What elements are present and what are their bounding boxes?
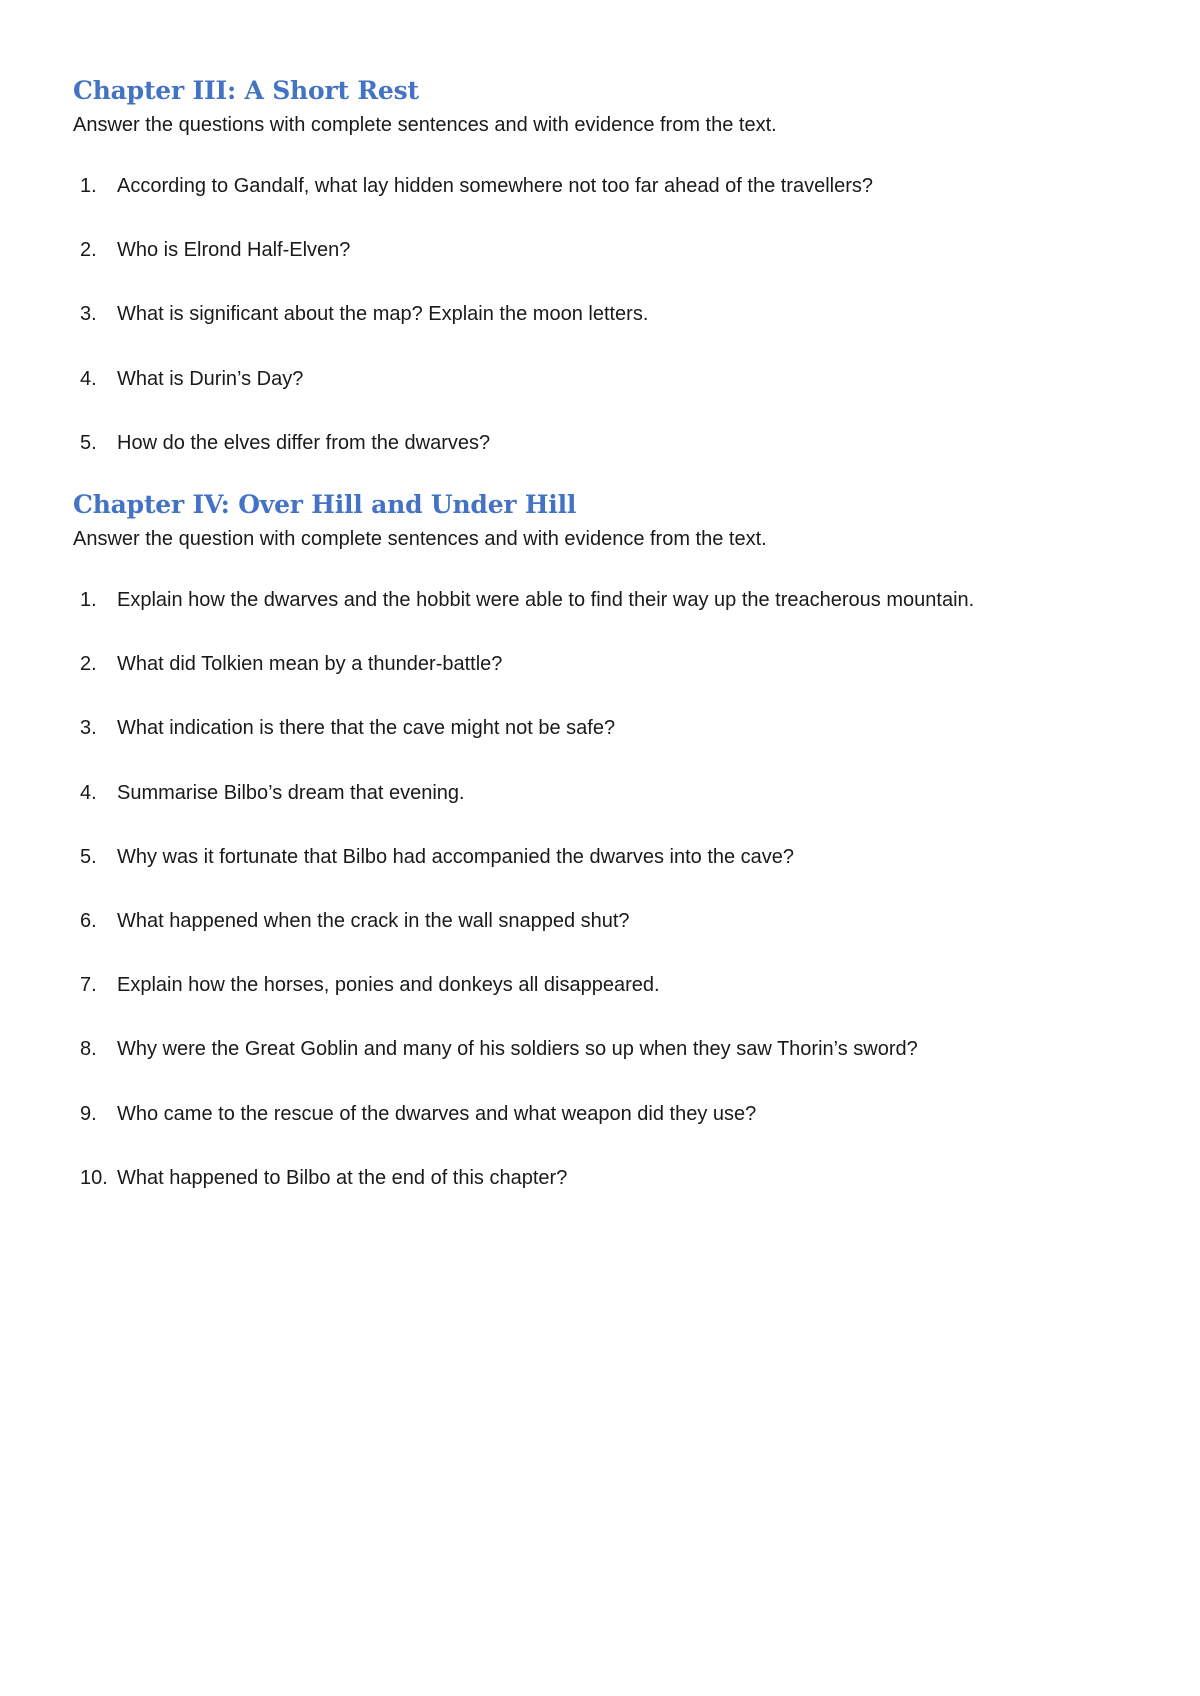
chapter-4-section	[73, 486, 1133, 1230]
question-text: What indication is there that the cave might not be safe?	[117, 717, 616, 740]
question-text: What did Tolkien mean by a thunder-battle?	[117, 653, 503, 676]
question-item	[73, 174, 1133, 238]
question-text: What happened to Bilbo at the end of this chapter?	[117, 1166, 568, 1189]
question-item	[73, 781, 1133, 845]
question-text: According to Gandalf, what lay hidden somewhere not too far ahead of the travellers?	[117, 175, 874, 197]
chapter-4-instructions: Answer the question with complete sentences and with evidence from the text.	[73, 528, 767, 550]
question-number: 4.	[80, 367, 97, 390]
question-text: Why was it fortunate that Bilbo had accompanied the dwarves into the cave?	[117, 845, 795, 868]
question-number: 8.	[80, 1038, 97, 1061]
question-item	[73, 909, 1133, 973]
question-number: 3.	[80, 717, 97, 740]
question-number: 7.	[80, 974, 97, 997]
chapter-3-question-list	[73, 174, 1133, 495]
question-text: What is Durin’s Day?	[117, 367, 304, 390]
chapter-4-title: Chapter IV: Over Hill and Under Hill	[73, 490, 577, 519]
question-item	[73, 973, 1133, 1037]
question-item	[73, 652, 1133, 716]
question-number: 2.	[80, 653, 97, 676]
question-text: Who is Elrond Half-Elven?	[117, 239, 351, 262]
question-number: 10.	[80, 1166, 108, 1189]
chapter-3-instructions: Answer the questions with complete sentences and with evidence from the text.	[73, 114, 777, 136]
question-item	[73, 367, 1133, 431]
question-item	[73, 1166, 1133, 1230]
question-text: Who came to the rescue of the dwarves and what weapon did they use?	[117, 1102, 757, 1125]
chapter-3-title: Chapter III: A Short Rest	[73, 76, 419, 105]
question-text: What is significant about the map? Explain the moon letters.	[117, 303, 649, 326]
question-item	[73, 238, 1133, 302]
question-item	[73, 845, 1133, 909]
question-text: How do the elves differ from the dwarves?	[117, 431, 491, 454]
question-item	[73, 588, 1133, 652]
question-item	[73, 302, 1133, 366]
question-item	[73, 1102, 1133, 1166]
question-text: Explain how the horses, ponies and donkeys all disappeared.	[117, 974, 660, 997]
question-number: 4.	[80, 781, 97, 804]
chapter-3-section	[73, 72, 1133, 495]
question-number: 9.	[80, 1102, 97, 1125]
question-text: Summarise Bilbo’s dream that evening.	[117, 781, 465, 804]
question-number: 2.	[80, 239, 97, 262]
question-number: 1.	[80, 589, 97, 611]
question-number: 5.	[80, 845, 97, 868]
question-text: Why were the Great Goblin and many of his soldiers so up when they saw Thorin’s sword?	[117, 1038, 918, 1061]
chapter-4-question-list	[73, 588, 1133, 1230]
question-number: 3.	[80, 303, 97, 326]
question-item	[73, 1037, 1133, 1101]
question-item	[73, 716, 1133, 780]
question-number: 5.	[80, 431, 97, 454]
question-text: Explain how the dwarves and the hobbit were able to find their way up the treacherous mountain.	[117, 589, 975, 611]
question-number: 6.	[80, 909, 97, 932]
question-text: What happened when the crack in the wall snapped shut?	[117, 909, 630, 932]
question-number: 1.	[80, 175, 97, 197]
